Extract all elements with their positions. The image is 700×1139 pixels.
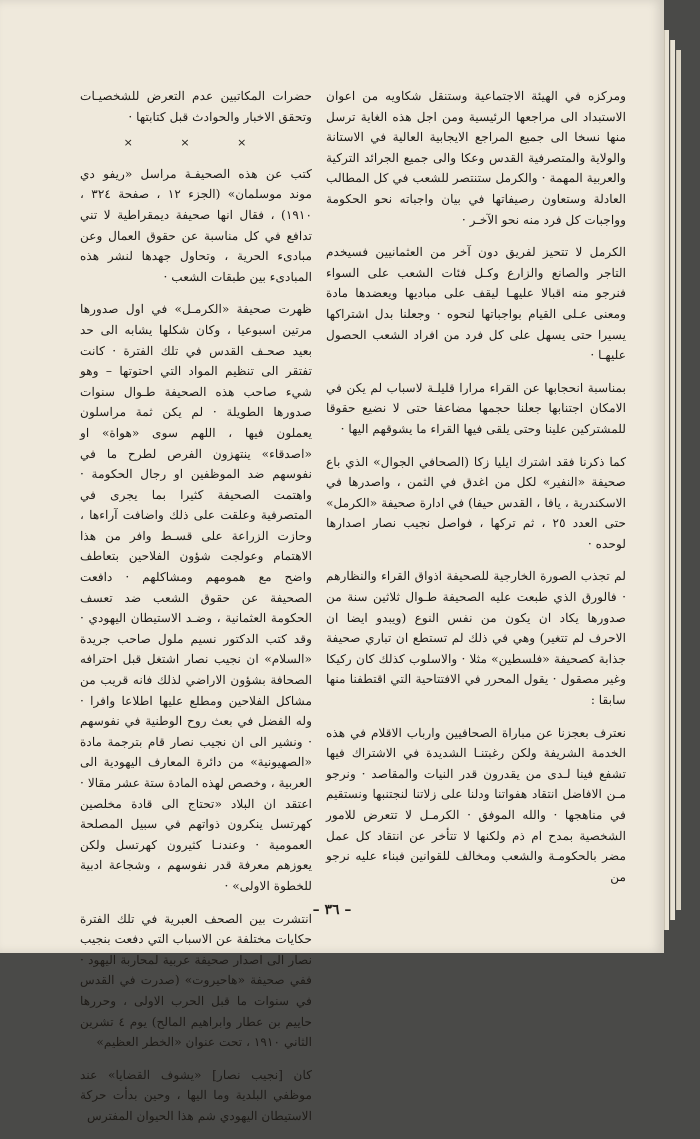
page-edge xyxy=(676,50,681,910)
paragraph: لم تجذب الصورة الخارجية للصحيفة اذواق القراء والنظارهم · فالورق الذي طبعت عليه الصحيفة طـوال ثلاثين سنة من صدورها يكاد ان يكون من نفس النوع (ويبدو ايضا ان الاحرف لم تتغير) وهي في ذلك لم تستطع ان تباري صحيفة جذابة كصحيفة «فلسطين» مثلا · والاسلوب كذلك كان ركيكا وغير مصقول · يقول المحرر في الافتتاحية التي اقتطفنا منها سابقا : xyxy=(326,569,626,708)
paragraph: ظهرت صحيفة «الكرمـل» في اول صدورها مرتين اسبوعيا ، وكان شكلها يشابه الى حد بعيد صحـف القدس في تلك الفترة · كانت تفتقر الى تنظيم المواد التي احتوتها – وهو شيء صاحب هذه الصحيفة طـوال سنوات صدورها الطويلة · لم يكن ثمة مراسلون يعملون فيها ، اللهم سوى «هواة» او «اصدقاء» ينتهزون الفرص لطرح ما في نفوسهم ضد الموظفين او رجال الحكومة · واهتمت الصحيفة كثيرا بما يجرى في المتصرفية وعلقت على ذلك واضافت آراءها ، وحازت الزراعة على قسـط وافر من هذا الاهتمام وعولجت شؤون الفلاحين بتعاطف واضح مع همومهم ومشاكلهم · دافعت الصحيفة عن حقوق الشعب ضد تعسف الحكومة العثمانية ، وضـد الاستيطان اليهودي · وقد كتب الدكتور نسيم ملول صاحب جريدة «السلام» ان نجيب نصار اشتغل قبل احترافه الصحافة بشؤون الاراضي لذلك فانه قريب من مشاكل الفلاحين ومطلع عليها اطلاعا وافرا · وله الفضل في بعث روح الوطنية في نفوسهم · ونشير الى ان نجيب نصار قام بترجمة مادة «الصهيونية» من دائرة المعارف اليهودية الى العربية ، وخصص لهذه المادة ستة عشر مقالا · اعتقد ان البلاد «تحتاج الى قادة مخلصين كهرتسل ينكرون ذواتهم في سبيل المصلحة العمومية · وعندنـا كثيرون كهرتسل ولكن يعوزهم معرفة قدر نفوسهم ، وشجاعة ادبية للخطوة الاولى» · xyxy=(80,302,312,893)
page-number: – ٣٦ – xyxy=(312,902,352,918)
paragraph: الكرمل لا تتحيز لفريق دون آخر من العثمانيين فسيخدم التاجر والصانع والزارع وكـل فئات الشعب على السواء فنرجو منه اقبالا عليهـا ليقف على مباديها ويعضدها مادة ومعنى عـلى القيام بواجباتها لنحوه · وجعلنا بدل اشتراكها يسيرا حتى يسهل على كل فرد من افراد الشعب الحصول عليهـا · xyxy=(326,245,626,363)
right-column xyxy=(326,86,626,899)
page-edge xyxy=(670,40,675,920)
paragraph: حضرات المكاتبين عدم التعرض للشخصيـات وتحقق الاخبار والحوادث قبل كتابتها · xyxy=(80,89,312,124)
paragraph: ومركزه في الهيئة الاجتماعية وستنقل شكاويه من اعوان الاستبداد الى مراجعها الرئيسية ومن اجل هذه الغاية ترسل منها نسخا الى جميع المراجع الايجابية العالية في الاستانة والولاية والمتصرفية القدس وعكا والى جميع الجرائد التركية والعربية المهمة · والكرمل ستنتصر للشعب في كل المطالب العادلة وستعاون رصيفاتها في بيان واجباته نحو الحكومة وواجبات كل فرد منه نحو الآخـر · xyxy=(326,89,626,227)
quoted-paragraph: كان [نجيب نصار] «يشوف القضايا» عند موظفي البلدية وما اليها ، وحين بدأت حركة الاستيطان اليهودي شم هذا الحيوان المفترس xyxy=(80,1067,312,1123)
left-column xyxy=(80,86,312,1139)
paragraph: كتب عن هذه الصحيفـة مراسل «ريفو دي موند موسلمان» (الجزء ١٢ ، صفحة ٣٢٤ ، ١٩١٠) ، فقال انها صحيفة ديمقراطية لا تني تدافع في كل مناسبة عن حقوق العمال وعن مبادىء الحرية ، وتحاول جهدها لنشر هذه المبادىء بين طبقات الشعب · xyxy=(80,166,312,284)
paragraph: بمناسبة انحجابها عن القراء مرارا قليلـة لاسباب لم يكن في الامكان اجتنابها جعلنا حجمها مضاعفا حتى لا نضيع حقوقا للمشتركين علينا وحتى يلقى فيها القراء ما يشوقهم اليها · xyxy=(326,380,626,436)
paragraph: انتشرت بين الصحف العبرية في تلك الفترة حكايات مختلفة عن الاسباب التي دفعت بنجيب نصار الى اصدار صحيفة عربية لمحاربة اليهود · ففي صحيفة «هاحيروت» (صدرت في القدس في سنوات ما قبل الحرب الاولى ، وحررها حاييم بن عطار وابراهيم المالح) يوم ٤ تشرين الثاني ١٩١٠ ، تحت عنوان «الخطر العظيم» xyxy=(80,911,312,1050)
paragraph: كما ذكرنا فقد اشترك ايليا زكا (الصحافي الجوال» الذي باع صحيفة «النفير» لكل من اغدق في الثمن ، واصدرها في الاسكندرية ، يافا ، القدس حيفا) في ادارة صحيفة «الكرمل» حتى العدد ٢٥ ، ثم تركها ، فواصل نجيب نصار اصدارها لوحده · xyxy=(326,454,626,551)
quoted-paragraph: نعترف بعجزنا عن مباراة الصحافيين وارباب الاقلام في هذه الخدمة الشريفة ولكن رغبتنـا الشديدة في الاشتراك فيها تشفع فينا لـدى من يقدرون قدر النيات والمقاصد · ونرجو مـن الافاضل انتقاد هفواتنا ودلنا على زلاتنا لنجتنبها ونستقيم في مناهجها · والله الموفق · الكرمـل لا تتعرض للامور الشخصية بمدح ام ذم ولكنها لا تتأخر عن انتقاد كل عمل مضر بالحكومـة والشعب ومخالف للقوانين فبناء عليه نرجو من xyxy=(326,725,626,884)
page-edge xyxy=(664,30,669,930)
section-separator: × × × xyxy=(123,136,269,150)
